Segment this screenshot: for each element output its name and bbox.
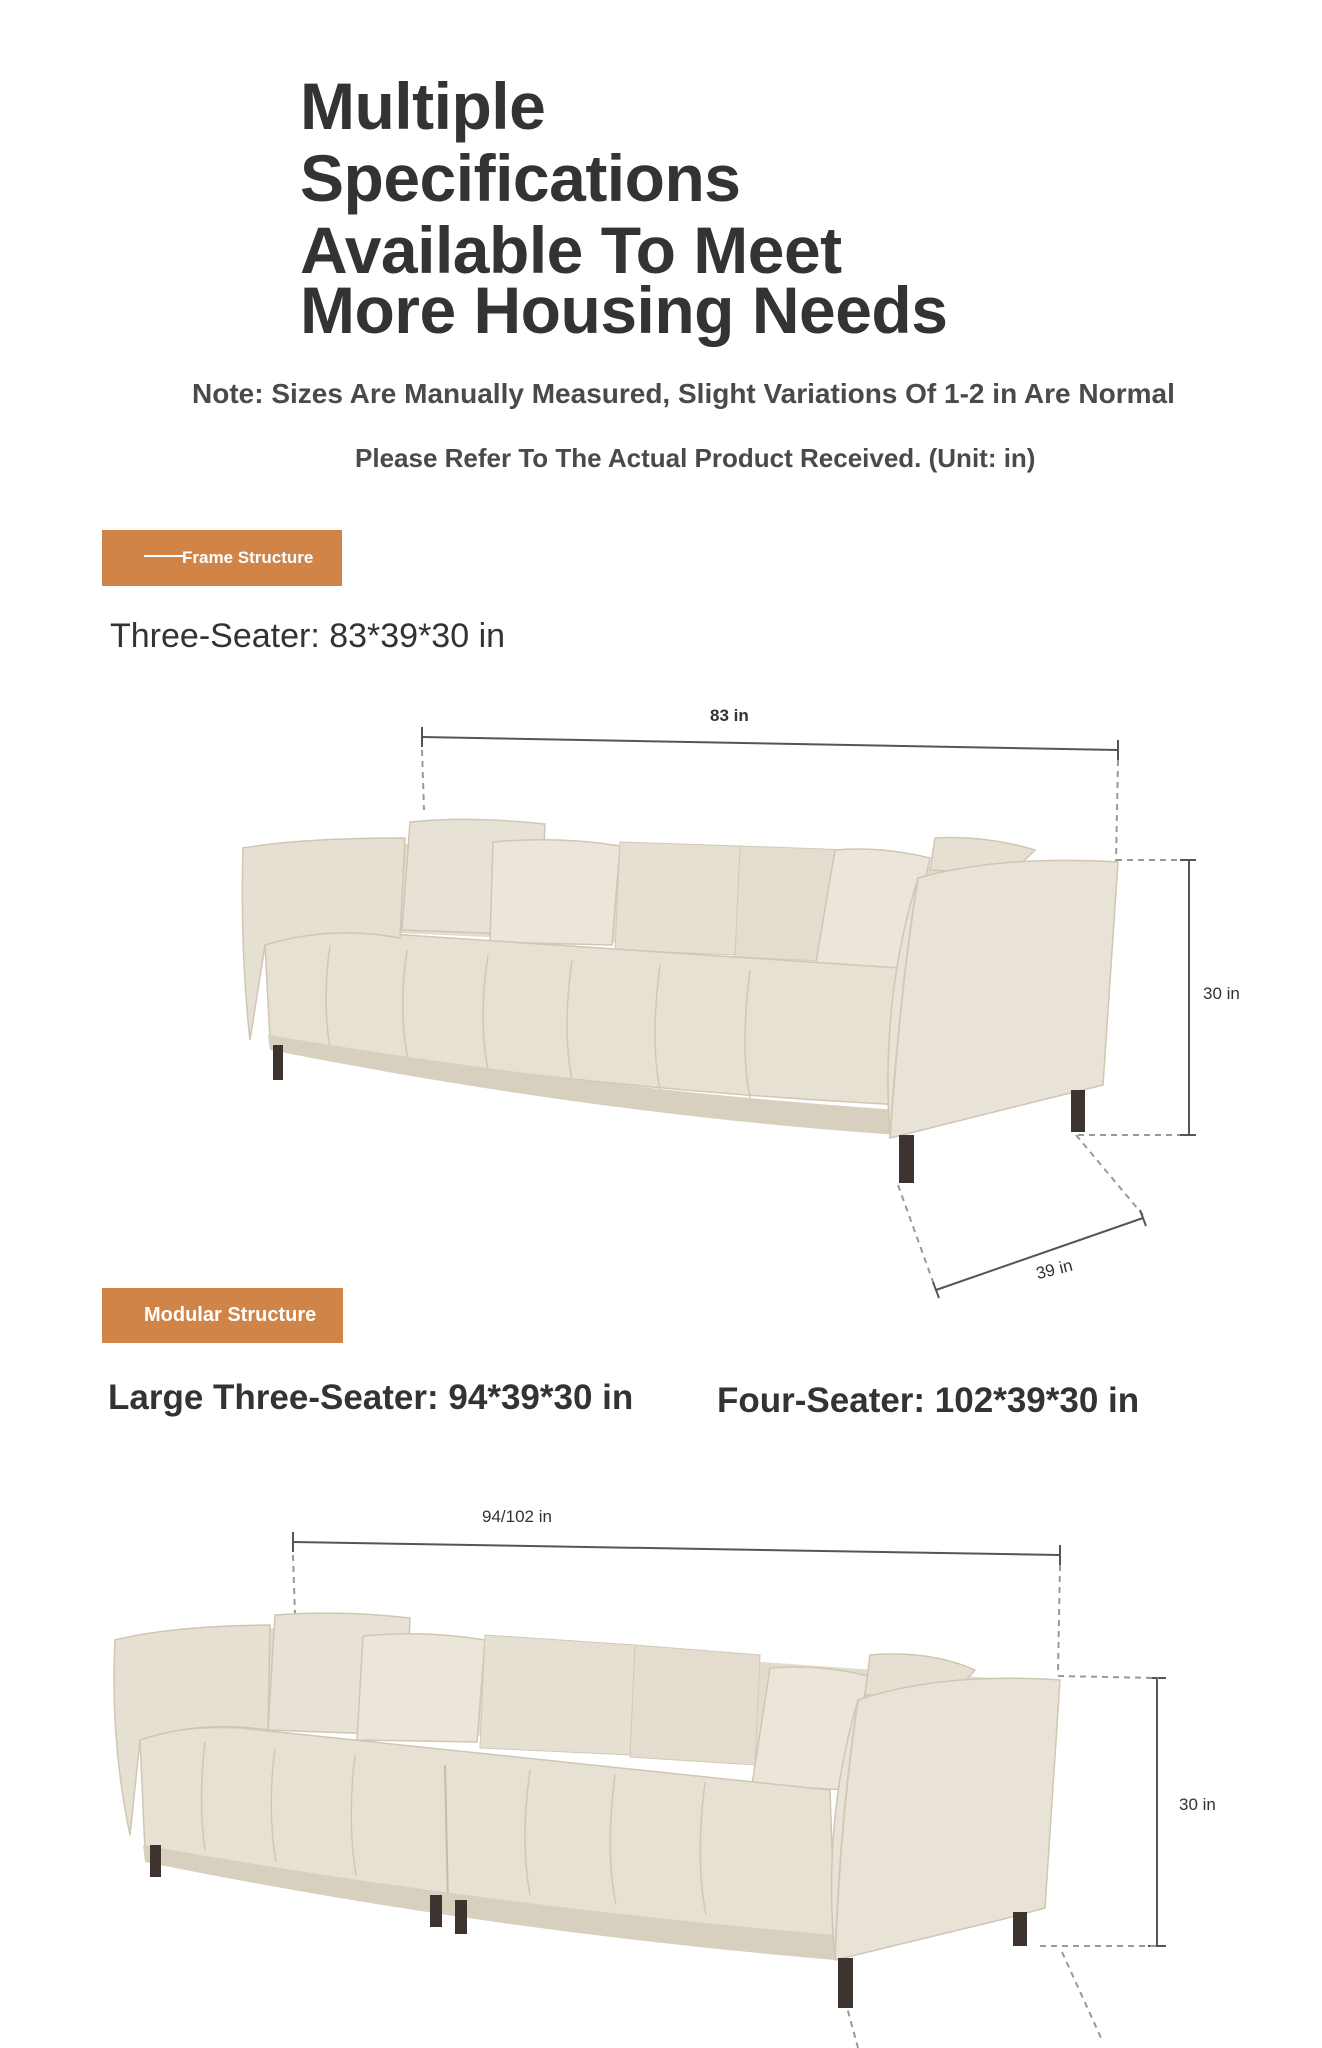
unit-note: Please Refer To The Actual Product Received. (Unit: in) xyxy=(355,443,1036,473)
headline-line-3: Available To Meet xyxy=(300,213,842,287)
headline-line-4: More Housing Needs xyxy=(300,273,948,347)
depth-label-39: 39 in xyxy=(1034,1255,1075,1284)
three-seater-spec: Three-Seater: 83*39*30 in xyxy=(110,617,506,655)
headline-line-1: Multiple xyxy=(300,69,546,143)
four-seater-spec: Four-Seater: 102*39*30 in xyxy=(717,1381,1140,1420)
headline-line-2: Specifications xyxy=(300,141,741,215)
height-label-30-modular: 30 in xyxy=(1179,1795,1216,1814)
modular-structure-label: Modular Structure xyxy=(144,1304,317,1326)
width-label-94-102: 94/102 in xyxy=(482,1507,552,1526)
width-label-83: 83 in xyxy=(710,706,749,725)
large-three-seater-spec: Large Three-Seater: 94*39*30 in xyxy=(108,1378,634,1417)
frame-structure-label: Frame Structure xyxy=(182,548,314,567)
height-label-30: 30 in xyxy=(1203,984,1240,1003)
measurement-note: Note: Sizes Are Manually Measured, Slight Variations Of 1-2 in Are Normal xyxy=(192,378,1175,409)
